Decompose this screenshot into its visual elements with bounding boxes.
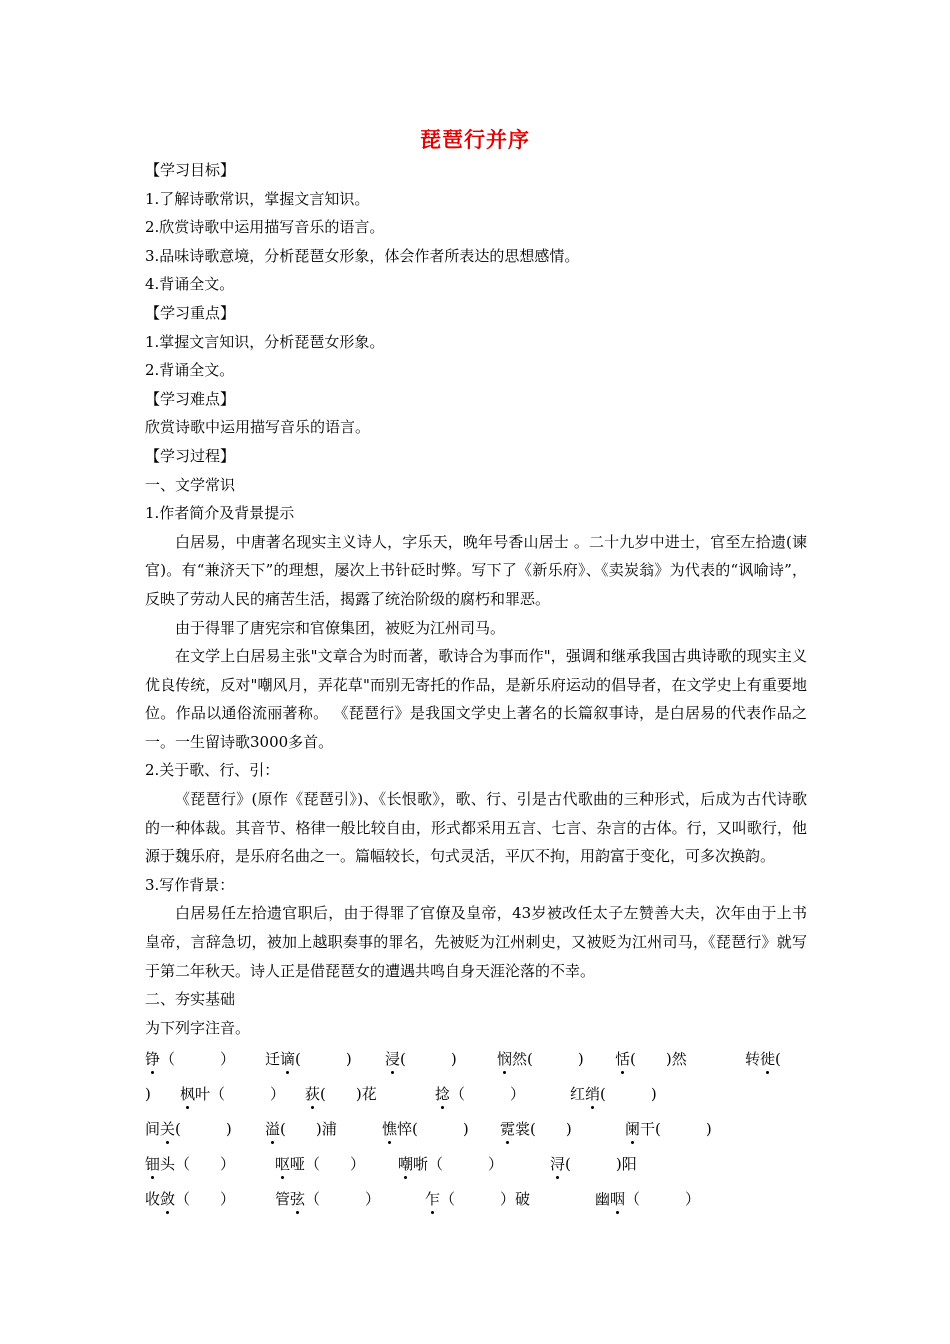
pinyin-blank: ( )然 <box>630 1050 687 1069</box>
dotted-character: 铮 <box>145 1042 160 1077</box>
pinyin-blank: ( )花 <box>320 1085 377 1104</box>
demotion-paragraph: 由于得罪了唐宪宗和官僚集团，被贬为江州司马。 <box>175 618 506 637</box>
pinyin-row <box>145 1147 807 1182</box>
pinyin-item <box>382 1112 469 1147</box>
literary-paragraph: 在文学上白居易主张"文章合为时而著，歌诗合为事而作"，强调和继承我国古典诗歌的现实主义优良传统，反对"嘲风月，弄花草"而别无寄托的作品，是新乐府运动的倡导者，在文学史上有重要地位。作品以通俗流丽著称。 《琵琶行》是我国文学史上著名的长篇叙事诗，是白居易的代表作品之一。一生留诗歌3000多首。 <box>145 647 807 751</box>
pinyin-item <box>398 1147 503 1182</box>
pinyin-item <box>425 1182 530 1217</box>
dotted-character: 徙 <box>760 1042 775 1077</box>
dotted-character: 浔 <box>550 1147 565 1182</box>
difficulty-heading: 【学习难点】 <box>145 389 236 408</box>
pinyin-blank: 悴( ) <box>397 1120 469 1139</box>
dotted-character: 呕 <box>275 1147 290 1182</box>
pinyin-item <box>275 1147 365 1182</box>
pinyin-row <box>145 1182 807 1217</box>
dotted-character: 浸 <box>385 1042 400 1077</box>
pinyin-blank: （ ） <box>160 1050 236 1069</box>
pinyin-item <box>435 1077 525 1112</box>
pinyin-item-prefix: 收 <box>145 1190 161 1209</box>
pinyin-blank: ( )浦 <box>280 1120 337 1139</box>
genre-paragraph: 《琵琶行》(原作《琵琶引》)、《长恨歌》，歌、行、引是古代歌曲的三种形式，后成为古代诗歌的一种体裁。其音节、格律一般比较自由，形式都采用五言、七言、杂言的古体。行，又叫歌行，他源于魏乐府，是乐府名曲之一。篇幅较长，句式灵活，平仄不拘，用韵富于变化，可多次换韵。 <box>145 790 807 866</box>
pinyin-blank: 叶（ ） <box>195 1085 286 1104</box>
dotted-character: 钿 <box>145 1147 160 1182</box>
pinyin-blank: 哳（ ） <box>413 1155 504 1174</box>
pinyin-item-prefix: 间 <box>145 1120 161 1139</box>
pinyin-item <box>500 1112 572 1147</box>
pinyin-item-prefix: 转 <box>745 1050 761 1069</box>
document-title: 琵琶行并序 <box>420 128 530 152</box>
pinyin-item-prefix: 迁 <box>265 1050 281 1069</box>
dotted-character: 溢 <box>265 1112 280 1147</box>
subsection-heading: 3.写作背景： <box>145 875 235 894</box>
dotted-character: 阑 <box>625 1112 640 1147</box>
pinyin-item-prefix: 管 <box>275 1190 291 1209</box>
dotted-character: 谪 <box>280 1042 295 1077</box>
pinyin-blank: （ ） <box>175 1190 236 1209</box>
pinyin-blank: ( ) <box>295 1050 352 1069</box>
pinyin-item-prefix: 幽 <box>595 1190 611 1209</box>
pinyin-item <box>180 1077 285 1112</box>
objective-item: 2.欣赏诗歌中运用描写音乐的语言。 <box>145 218 385 237</box>
pinyin-blank: （ ） <box>625 1190 701 1209</box>
pinyin-item <box>275 1182 380 1217</box>
pinyin-item <box>745 1042 781 1077</box>
pinyin-blank: ( ) <box>400 1050 457 1069</box>
document-body <box>145 156 807 1217</box>
dotted-character: 绡 <box>585 1077 600 1112</box>
pinyin-item <box>145 1112 232 1147</box>
dotted-character: 枫 <box>180 1077 195 1112</box>
pinyin-blank: 头（ ） <box>160 1155 236 1174</box>
section-heading: 二、夯实基础 <box>145 990 236 1009</box>
pinyin-blank: 干( ) <box>640 1120 712 1139</box>
subsection-heading: 1.作者简介及背景提示 <box>145 504 295 523</box>
dotted-character: 弦 <box>290 1182 305 1217</box>
key-point-item: 2.背诵全文。 <box>145 361 235 380</box>
subsection-heading: 2.关于歌、行、引： <box>145 761 280 780</box>
key-point-item: 1.掌握文言知识，分析琵琶女形象。 <box>145 332 385 351</box>
dotted-character: 恬 <box>615 1042 630 1077</box>
dotted-character: 荻 <box>305 1077 320 1112</box>
pinyin-exercise <box>145 1042 807 1217</box>
pinyin-item <box>145 1182 235 1217</box>
dotted-character: 憔 <box>382 1112 397 1147</box>
dotted-character: 咽 <box>610 1182 625 1217</box>
pinyin-item <box>615 1042 687 1077</box>
pinyin-item <box>265 1042 352 1077</box>
pinyin-item <box>595 1182 700 1217</box>
difficulty-text: 欣赏诗歌中运用描写音乐的语言。 <box>145 418 371 437</box>
key-points-heading: 【学习重点】 <box>145 303 236 322</box>
pinyin-blank: 然( ) <box>512 1050 584 1069</box>
background-paragraph: 白居易任左拾遗官职后，由于得罪了官僚及皇帝，43岁被改任太子左赞善大夫，次年由于上书皇帝，言辞急切，被加上越职奏事的罪名，先被贬为江州刺史，又被贬为江州司马，《琵琶行》就写于第二年秋天。诗人正是借琵琶女的遭遇共鸣自身天涯沦落的不幸。 <box>145 904 807 980</box>
pinyin-blank: 裳( ) <box>515 1120 572 1139</box>
pinyin-blank: （ ） <box>450 1085 526 1104</box>
pinyin-item-prefix: ) <box>145 1085 151 1104</box>
pinyin-item <box>145 1042 235 1077</box>
pinyin-item <box>145 1147 235 1182</box>
objective-item: 1.了解诗歌常识，掌握文言知识。 <box>145 189 370 208</box>
process-heading: 【学习过程】 <box>145 446 236 465</box>
pinyin-blank: ( )阳 <box>565 1155 637 1174</box>
pinyin-item <box>145 1077 151 1112</box>
pinyin-item <box>550 1147 637 1182</box>
dotted-character: 霓 <box>500 1112 515 1147</box>
section-heading: 一、文学常识 <box>145 475 236 494</box>
pinyin-blank: ( <box>775 1050 781 1069</box>
objective-item: 4.背诵全文。 <box>145 275 235 294</box>
pinyin-blank: 哑（ ） <box>290 1155 366 1174</box>
pinyin-item <box>497 1042 584 1077</box>
dotted-character: 捻 <box>435 1077 450 1112</box>
pinyin-item-prefix: 红 <box>570 1085 586 1104</box>
pinyin-blank: ( ) <box>175 1120 232 1139</box>
pinyin-blank: （ ）破 <box>440 1190 531 1209</box>
objective-item: 3.品味诗歌意境，分析琵琶女形象，体会作者所表达的思想感情。 <box>145 246 580 265</box>
pinyin-item <box>625 1112 712 1147</box>
dotted-character: 嘲 <box>398 1147 413 1182</box>
pinyin-item <box>570 1077 657 1112</box>
pinyin-row <box>145 1077 807 1112</box>
objectives-heading: 【学习目标】 <box>145 161 236 179</box>
author-paragraph: 白居易，中唐著名现实主义诗人，字乐天，晚年号香山居士 。二十九岁中进士，官至左拾遗(谏官)。有“兼济天下”的理想，屡次上书针砭时弊。写下了《新乐府》、《卖炭翁》为代表的“讽喻诗”，反映了劳动人民的痛苦生活，揭露了统治阶级的腐朽和罪恶。 <box>145 532 807 608</box>
pinyin-blank: （ ） <box>305 1190 381 1209</box>
dotted-character: 关 <box>160 1112 175 1147</box>
instruction-text: 为下列字注音。 <box>145 1018 251 1037</box>
pinyin-item <box>305 1077 377 1112</box>
pinyin-row <box>145 1042 807 1077</box>
pinyin-blank: ( ) <box>600 1085 657 1104</box>
pinyin-row <box>145 1112 807 1147</box>
dotted-character: 敛 <box>160 1182 175 1217</box>
pinyin-item <box>385 1042 457 1077</box>
dotted-character: 悯 <box>497 1042 512 1077</box>
dotted-character: 乍 <box>425 1182 440 1217</box>
pinyin-item <box>265 1112 337 1147</box>
